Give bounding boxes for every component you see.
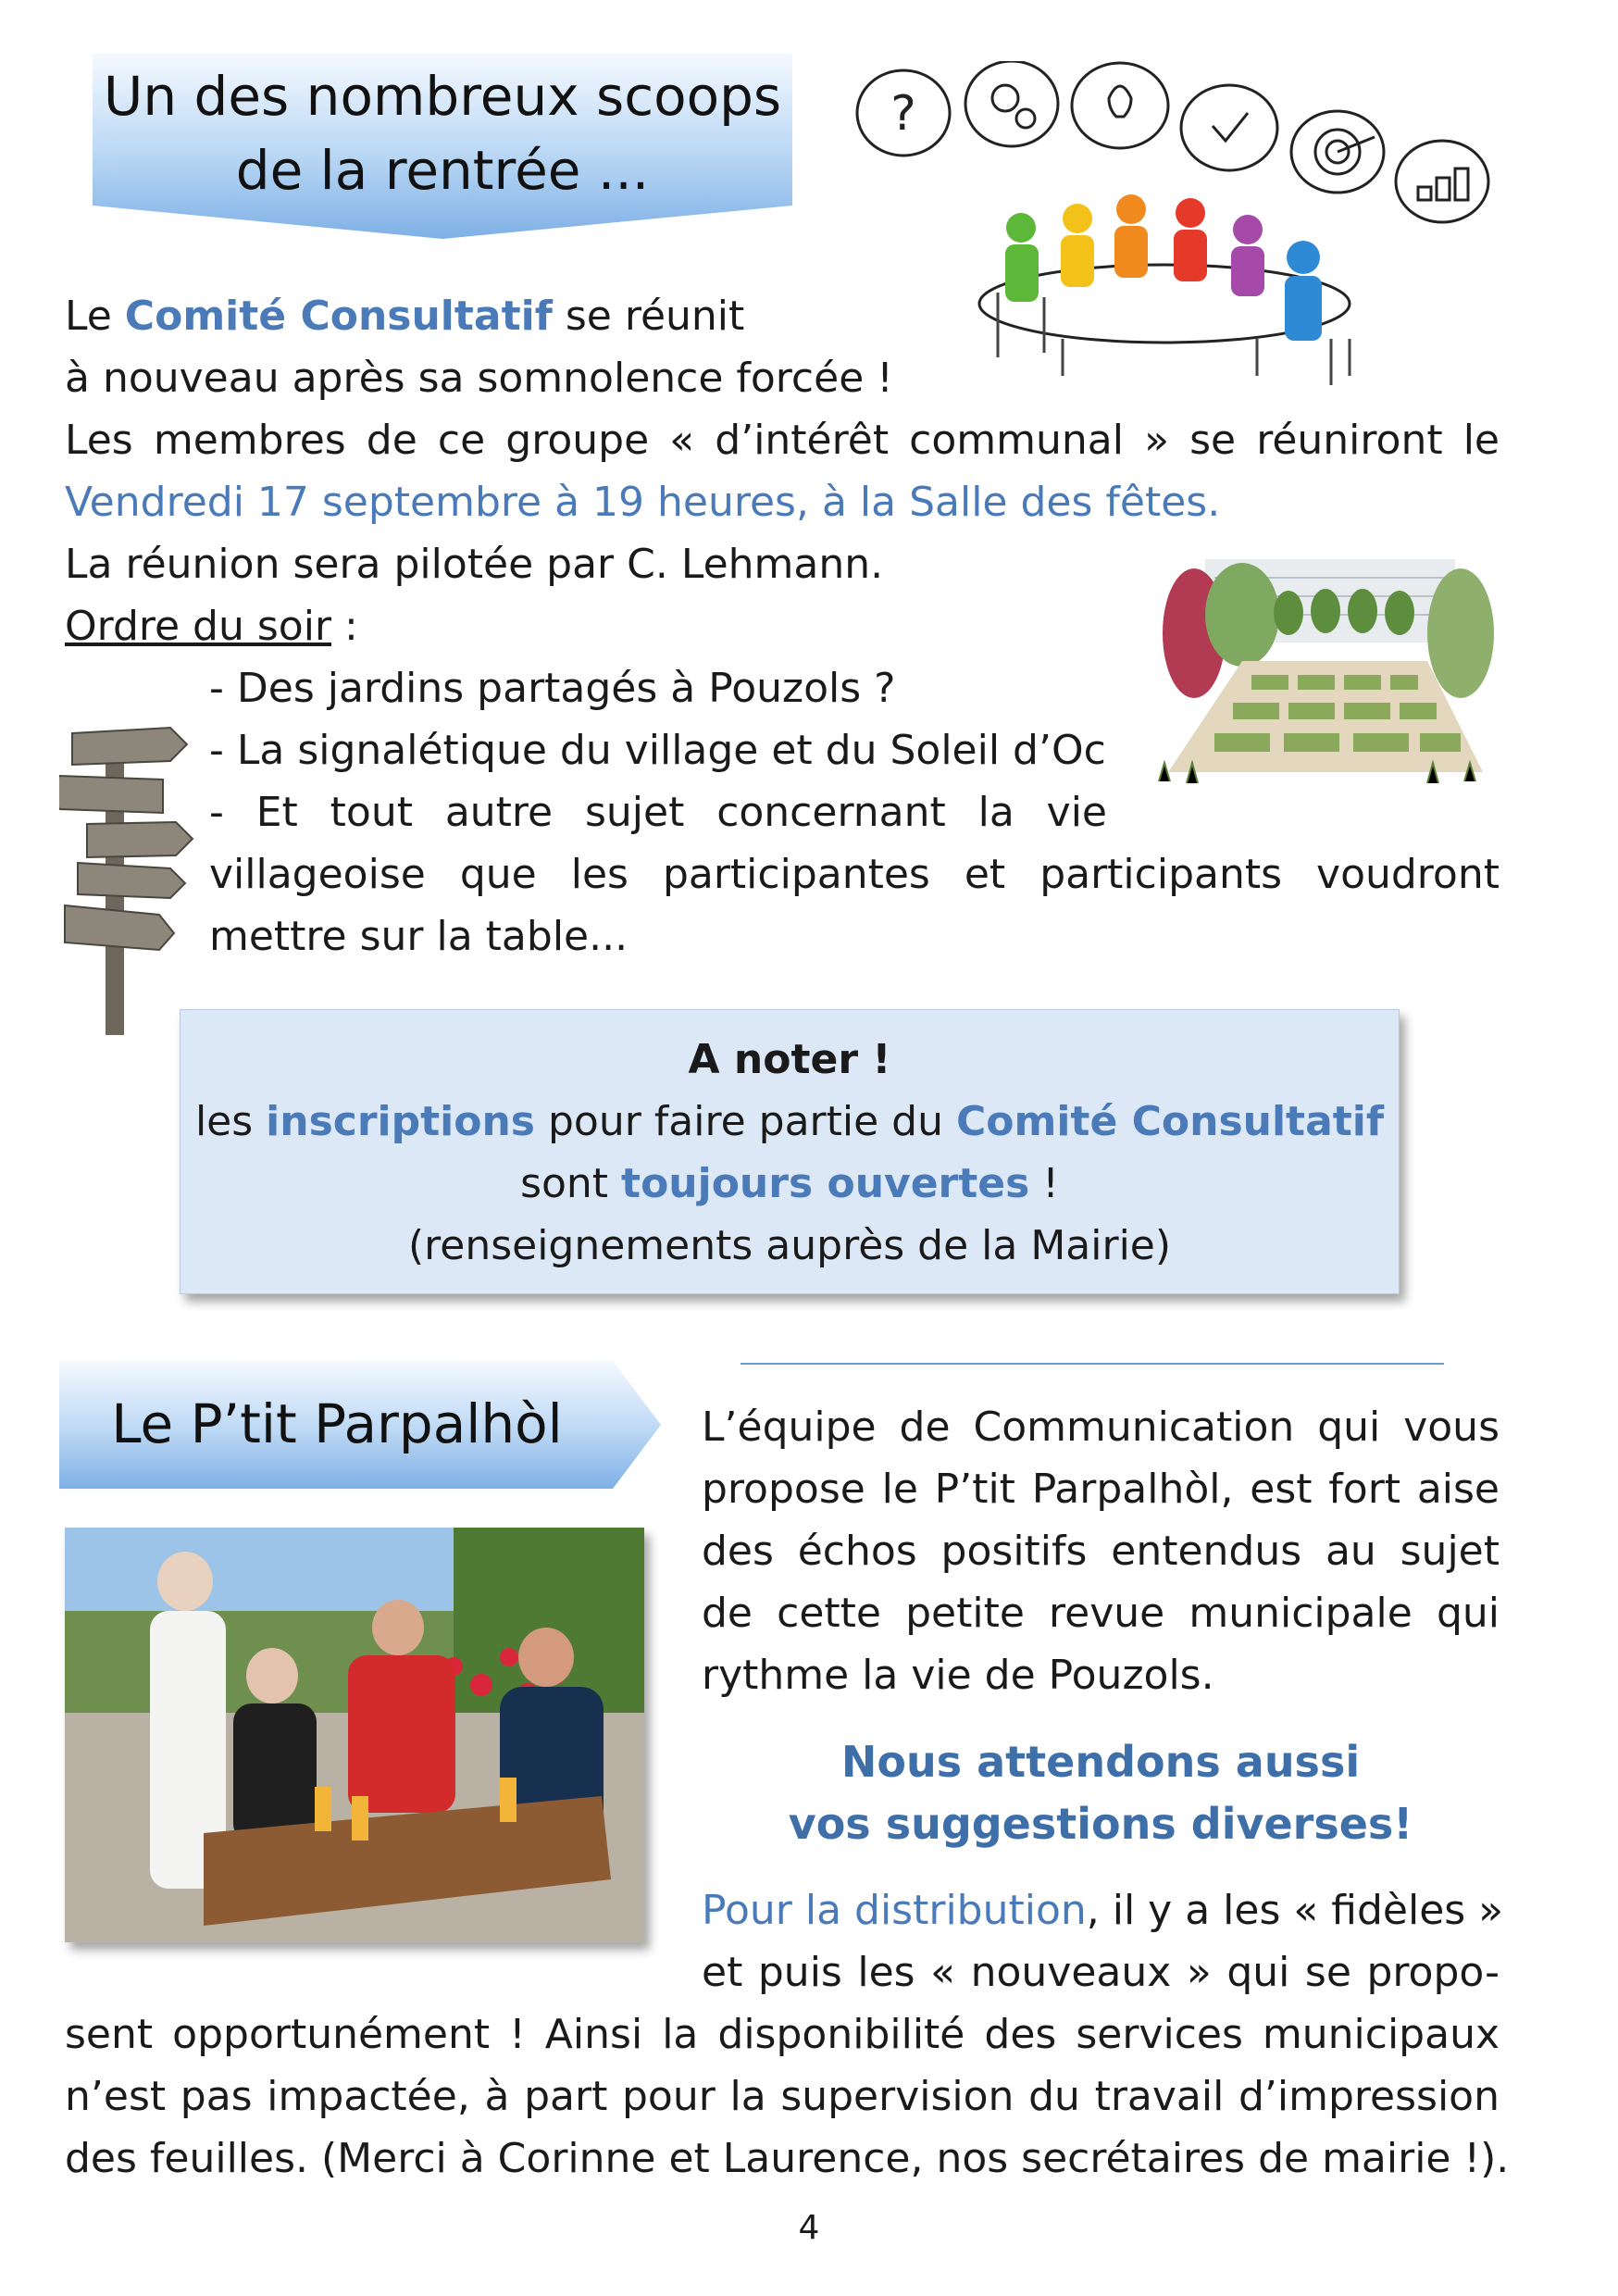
slogan-line-2: vos suggestions diverses!: [788, 1799, 1413, 1849]
distribution-line-1: [702, 1879, 1504, 1941]
distribution-l1-rest: , il y a les « fidèles »: [1086, 1887, 1504, 1934]
svg-text:?: ?: [890, 86, 916, 142]
note-title: A noter !: [688, 1036, 891, 1083]
lightbulb-bubble-icon: [1072, 63, 1168, 148]
note-registrations-highlight: inscriptions: [266, 1098, 535, 1145]
intro-line-1: [65, 285, 1500, 347]
gears-bubble-icon: [965, 61, 1058, 146]
note-open-highlight: toujours ouvertes: [621, 1160, 1030, 1207]
closing-line-1: sent opportunément ! Ainsi la disponibilité des services municipaux: [65, 2011, 1500, 2058]
page-number: 4: [798, 2209, 820, 2247]
comm-line-5: rythme la vie de Pouzols.: [702, 1652, 1214, 1699]
note-box: [180, 1009, 1400, 1294]
note-line-3: [180, 1153, 1399, 1215]
banner-title-line-1: Un des nombreux scoops: [103, 65, 782, 128]
closing-paragraph: [65, 2003, 1510, 2190]
note-l3-post: !: [1029, 1160, 1059, 1207]
growth-chart-bubble-icon: [1396, 141, 1488, 222]
meeting-date-line: Vendredi 17 septembre à 19 heures, à la Salle des fêtes.: [65, 479, 1221, 526]
communication-paragraph: [702, 1396, 1500, 1706]
note-l3-pre: sont: [520, 1160, 622, 1207]
agenda-heading-underlined: Ordre du soir: [65, 603, 332, 650]
intro-l1-post: se réunit: [552, 293, 745, 340]
agenda-heading-colon: :: [331, 603, 358, 650]
closing-line-3: des feuilles. (Merci à Corinne et Laurence, nos secrétaires de mairie !).: [65, 2135, 1510, 2182]
distribution-paragraph: [702, 1879, 1504, 2003]
team-photo: [65, 1528, 644, 1942]
agenda-list: [209, 657, 1500, 967]
comm-line-2: propose le P’tit Parpalhòl, est fort aise: [702, 1466, 1500, 1513]
suggestions-callout: [702, 1731, 1500, 1855]
note-line-4: (renseignements auprès de la Mairie): [407, 1222, 1172, 1269]
signpost-illustration: [59, 724, 198, 1039]
intro-l1-pre: Le: [65, 293, 125, 340]
banner-title-line-2: de la rentrée ...: [235, 139, 650, 202]
intro-line-2: à nouveau après sa somnolence forcée !: [65, 355, 893, 402]
note-line-2: [180, 1091, 1399, 1153]
committee-name-highlight: Comité Consultatif: [124, 293, 553, 340]
note-content: [180, 1029, 1399, 1277]
section-divider: [741, 1363, 1444, 1365]
comm-line-4: de cette petite revue municipale qui: [702, 1590, 1500, 1637]
note-committee-highlight: Comité Consultatif: [955, 1098, 1385, 1145]
banner-title-scoops: [93, 59, 792, 207]
distribution-highlight: Pour la distribution: [702, 1887, 1087, 1934]
agenda-item-gardens: - Des jardins partagés à Pouzols ?: [209, 665, 896, 712]
closing-line-2: n’est pas impactée, à part pour la supervision du travail d’impression: [65, 2073, 1500, 2120]
comm-line-3: des échos positifs entendus au sujet: [702, 1528, 1500, 1575]
intro-line-3: Les membres de ce groupe « d’intérêt communal » se réuniront le: [65, 417, 1500, 464]
intro-line-5: La réunion sera pilotée par C. Lehmann.: [65, 541, 884, 588]
banner-title-parpalhol: Le P’tit Parpalhòl: [111, 1392, 563, 1455]
agenda-item-other-line-2: villageoise que les participantes et participants voudront: [209, 851, 1500, 898]
slogan-line-1: Nous attendons aussi: [840, 1737, 1361, 1787]
note-l2-pre: les: [194, 1098, 267, 1145]
checkmark-bubble-icon: [1181, 85, 1277, 170]
comm-line-1: L’équipe de Communication qui vous: [702, 1404, 1500, 1451]
agenda-item-signage: - La signalétique du village et du Soleil d’Oc: [209, 727, 1106, 774]
agenda-item-other-line-1: - Et tout autre sujet concernant la vie: [209, 789, 1107, 836]
distribution-line-2: et puis les « nouveaux » qui se propo-: [702, 1949, 1500, 1996]
agenda-item-other-line-3: mettre sur la table...: [209, 913, 629, 960]
note-l2-mid: pour faire partie du: [534, 1098, 956, 1145]
